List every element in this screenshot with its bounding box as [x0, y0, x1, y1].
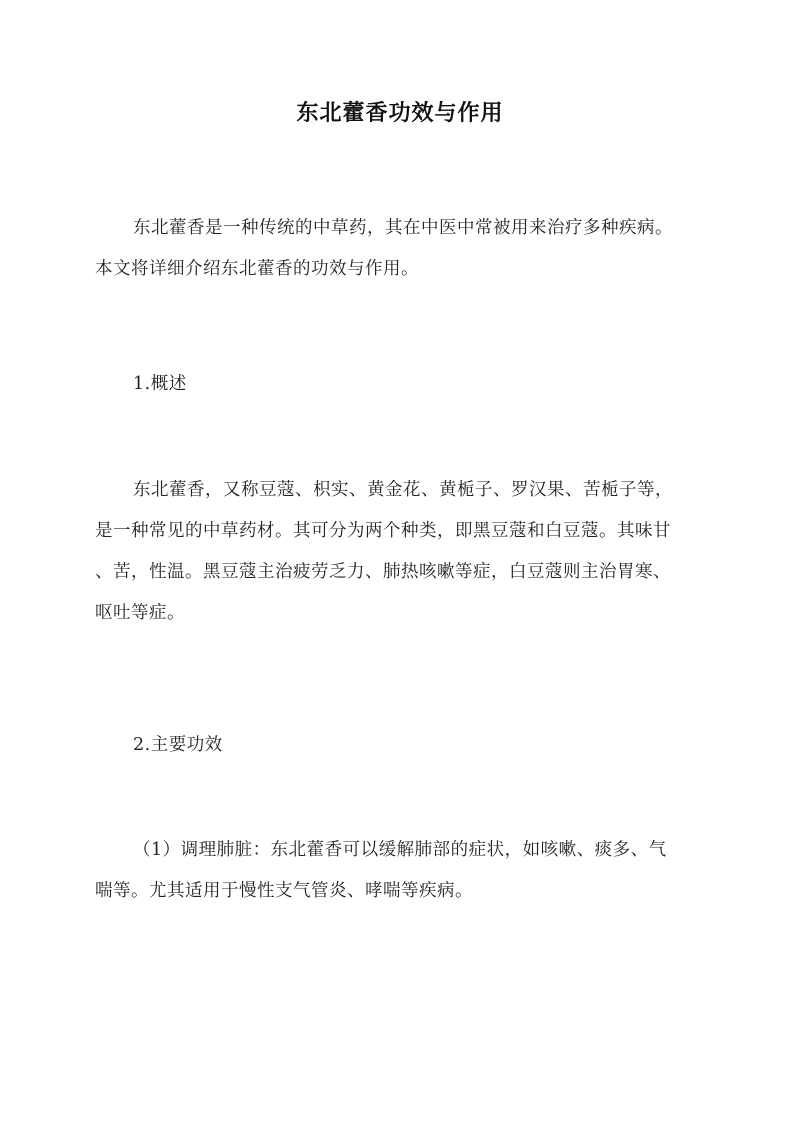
section-heading-main-effects: 2.主要功效	[133, 735, 223, 755]
intro-line: 东北藿香是一种传统的中草药，其在中医中常被用来治疗多种疾病。	[133, 218, 673, 238]
section-heading-overview: 1.概述	[133, 374, 187, 394]
overview-line: 东北藿香，又称豆蔻、枳实、黄金花、黄栀子、罗汉果、苦栀子等，	[133, 480, 673, 500]
overview-line: 、苦，性温。黑豆蔻主治疲劳乏力、肺热咳嗽等症，白豆蔻则主治胃寒、	[95, 562, 671, 582]
intro-paragraph	[95, 208, 705, 290]
intro-line: 本文将详细介绍东北藿香的功效与作用。	[95, 259, 419, 279]
document-title: 东北藿香功效与作用	[296, 100, 504, 126]
overview-line: 是一种常见的中草药材。其可分为两个种类，即黑豆蔻和白豆蔻。其味甘	[95, 521, 671, 541]
overview-line: 呕吐等症。	[95, 603, 185, 623]
effect-line: （1）调理肺脏：东北藿香可以缓解肺部的症状，如咳嗽、痰多、气	[133, 840, 667, 860]
effect-line: 喘等。尤其适用于慢性支气管炎、哮喘等疾病。	[95, 881, 473, 901]
overview-paragraph	[95, 470, 705, 634]
effect-item-lung	[95, 830, 705, 912]
